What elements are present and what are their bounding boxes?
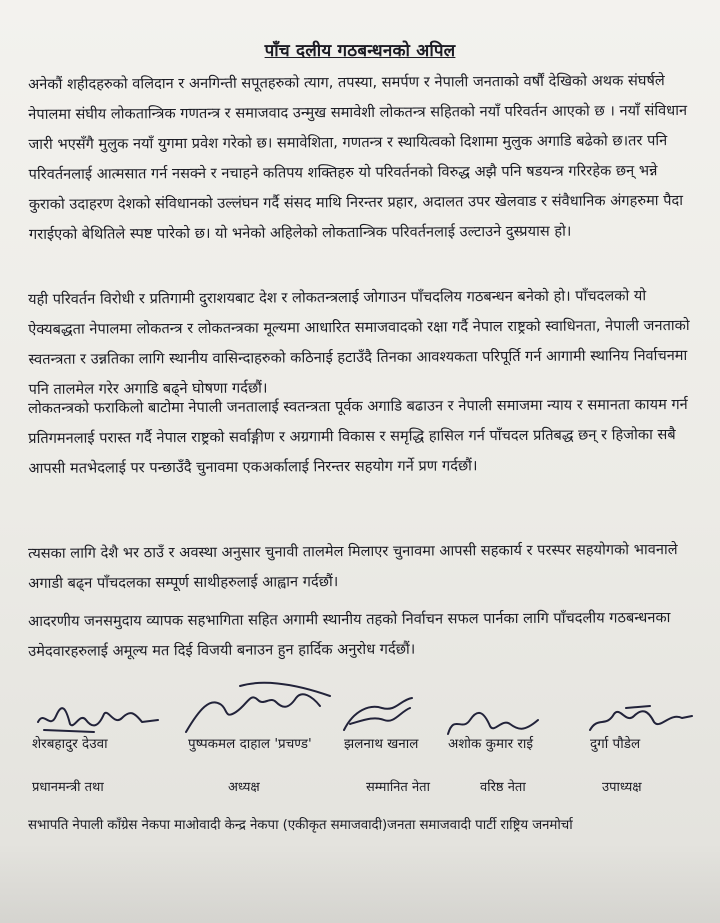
document-title: पाँच दलीय गठबन्धनको अपिल <box>264 41 456 61</box>
signature-3 <box>340 690 420 740</box>
signatory-role-1: प्रधानमन्त्री तथा <box>32 780 104 795</box>
paragraph-3: लोकतन्त्रको फराकिलो बाटोमा नेपाली जनतालाई स्वतन्त्रता पूर्वक अगाडि बढाउन र नेपाली समाजमा न्याय र समानता कायम गर्न प्रतिगमनलाई परास्त गर्दै नेपाल राष्ट्रको सर्वाङ्गीण र अग्रगामी विकास र समृद्धि हासिल गर्न पाँचदल प्रतिबद्ध छन् र हिजोका सबै आपसी मतभेदलाई पर पन्छाउँदै चुनावमा एकअर्कालाई निरन्तर सहयोग गर्ने प्रण गर्दछौं। <box>28 395 688 477</box>
paragraph-2: यही परिवर्तन विरोधी र प्रतिगामी दुराशयबाट देश र लोकतन्त्रलाई जोगाउन पाँचदलिय गठबन्धन बनेको हो। पाँचदलको यो ऐक्यबद्धता नेपालमा लोकतन्त्र र लोकतन्त्रका मूल्यमा आधारित समाजवादको रक्षा गर्दै नेपाल राष्ट्रको स्वाधिनता, नेपाली जनताको स्वतन्त्रता र उन्नतिका लागि स्थानीय वासिन्दाहरुको कठिनाई हटाउँदै तिनका आवश्यकता परिपूर्ति गर्न आगामी स्थानिय निर्वाचनमा पनि तालमेल गरेर अगाडि बढ्ने घोषणा गर्दछौं। <box>28 287 690 398</box>
signatory-role-5: उपाध्यक्ष <box>602 780 642 795</box>
signature-2 <box>180 678 340 738</box>
signatory-name-2: पुष्पकमल दाहाल 'प्रचण्ड' <box>188 736 312 752</box>
signatory-role-4: वरिष्ठ नेता <box>480 780 526 795</box>
paper-shadow <box>0 843 720 923</box>
signatory-name-4: अशोक कुमार राई <box>448 736 534 752</box>
signatory-name-1: शेरबहादुर देउवा <box>32 736 108 752</box>
paragraph-4: त्यसका लागि देशै भर ठाउँ र अवस्था अनुसार चुनावी तालमेल मिलाएर चुनावमा आपसी सहकार्य र परस्पर सहयोगको भावनाले अगाडी बढ्न पाँचदलका सम्पूर्ण साथीहरुलाई आह्वान गर्दछौं। <box>28 541 678 592</box>
signatory-name-3: झलनाथ खनाल <box>344 736 419 752</box>
paragraph-1: अनेकौं शहीदहरुको वलिदान र अनगिन्ती सपूतहरुको त्याग, तपस्या, समर्पण र नेपाली जनताको वर्षौं देखिको अथक संघर्षले नेपालमा संघीय लोकतान्त्रिक गणतन्त्र र समाजवाद उन्मुख समावेशी लोकतन्त्र सहितको नयाँ परिवर्तन आएको छ । नयाँ संविधान जारी भएसँगै मुलुक नयाँ युगमा प्रवेश गरेको छ। समावेशिता, गणतन्त्र र स्थायित्वको दिशामा मुलुक अगाडि बढेको छ।तर पनि परिवर्तनलाई आत्मसात गर्न नसक्ने र नचाहने कतिपय शक्तिहरु यो परिवर्तनको विरुद्ध अझै पनि षडयन्त्र गरिरहेक छन् भन्ने कुराको उदाहरण देशको संविधानको उल्लंघन गर्दै संसद माथि निरन्तर प्रहार, अदालत उपर खेलवाड र संवैधानिक अंगहरुमा पैदा गराईएको बेथितिले स्पष्ट पारेको छ। यो भनेको अहिलेको लोकतान्त्रिक परिवर्तनलाई उल्टाउने दुस्प्रयास हो। <box>28 72 688 243</box>
signatory-role-2: अध्यक्ष <box>228 780 260 795</box>
party-affiliations-footer: सभापति नेपाली काँग्रेस नेकपा माओवादी केन्द्र नेकपा (एकीकृत समाजवादी)जनता समाजवादी पार्टी राष्ट्रिय जनमोर्चा <box>28 818 573 833</box>
paragraph-5: आदरणीय जनसमुदाय व्यापक सहभागिता सहित अगामी स्थानीय तहको निर्वाचन सफल पार्नका लागि पाँचदलीय गठबन्धनका उमेदवारहरुलाई अमूल्य मत दिई विजयी बनाउन हुन हार्दिक अनुरोध गर्दछौं। <box>28 609 671 660</box>
signatory-name-5: दुर्गा पौडेल <box>590 736 641 752</box>
signatory-role-3: सम्मानित नेता <box>366 780 430 795</box>
